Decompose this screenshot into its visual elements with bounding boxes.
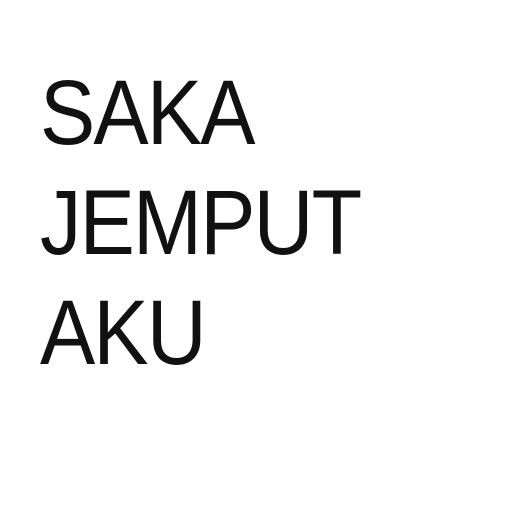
text-line-3: AKU (40, 282, 205, 384)
text-block (40, 58, 396, 388)
text-line-1: SAKA (40, 62, 254, 164)
text-line-2: JEMPUT (40, 172, 361, 274)
